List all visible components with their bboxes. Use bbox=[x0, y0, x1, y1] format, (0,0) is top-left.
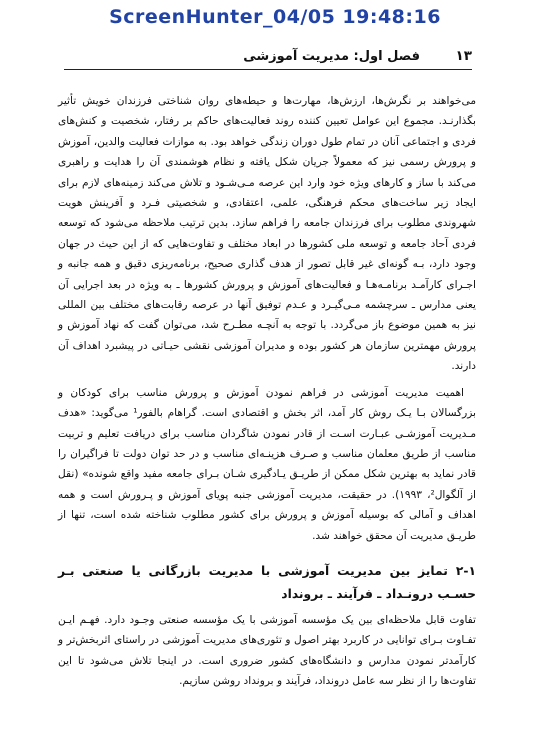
page-body bbox=[58, 91, 476, 692]
screenshot-watermark: ScreenHunter_04/05 19:48:16 bbox=[109, 6, 441, 28]
page-header bbox=[64, 47, 472, 70]
section-title: تمایز بین مدیریت آموزشی با مدیریت بازرگانی یا صنعتی بـر حسـب درونـداد ـ فرآیند ـ برونداد bbox=[58, 563, 476, 601]
section-paragraph: تفاوت قابل ملاحظه‌ای بین یک مؤسسه آموزشی با یک مؤسسه صنعتی وجـود دارد. فهـم ایـن تفـاوت بـرای توانایی در کاربرد بهتر اصول و تئوری‌های مدیریت آموزشی در راستای اثربخش‌تر و کارآمدتر نمودن مدارس و دانشگاه‌های کشور ضروری است. در اینجا تلاش می‌شود تا این تفاوت‌ها را از نظر سه عامل درونداد، فرآیند و برونداد روشن سازیم. bbox=[58, 613, 476, 688]
section-heading bbox=[58, 560, 476, 606]
chapter-title: فصل اول: مدیریت آموزشی bbox=[243, 49, 420, 64]
section-number: ۲-۱ bbox=[455, 563, 476, 578]
body-paragraph: اهمیت مدیریت آموزشی در فراهم نمودن آموزش و پرورش مناسب برای کودکان و بزرگسالان بـا یـک روش کار آمد، اثر بخش و اقتصادی است. گراهام بالفور¹ می‌گوید: «هدف مـدیریت آموزشـی عبـارت اسـت از قادر نمودن شاگردان مناسب برای دریافت تعلیم و تربیت مناسب از طریق معلمان مناسب و صـرف هزینـه‌ای مناسب و در حد توان دولت تا فراگیران را قادر نماید به بهترین شکل ممکن از طریـق یـادگیری شـان بـرای جامعه مفید واقع شونده» (نقل از آلگوال²، ۱۹۹۳). در حقیقت، مدیریت آموزشی جنبه پویای آموزش و پـرورش است و همه اهداف و آمالی که بوسیله آموزش و پرورش برای کشور مطلوب شناخته شده است، تنها از طریـق مدیریت آن محقق خواهند شد. bbox=[58, 386, 476, 542]
body-paragraph: می‌خواهند بر نگرش‌ها، ارزش‌ها، مهارت‌ها و حیطه‌های روان شناختی فرزندان خویش تأثیر بگذارنـد. مجموع این عوامل تعیین کننده روند فعالیت‌های حاکم بر رفتار، شخصیت و کنش‌های فردی و اجتماعی آنان در تمام طول دوران زندگی خواهد بود. به موازات فعالیت والدین، آموزش و پرورش رسمی نیز که معمولاً جریان شکل یافته و نظام هوشمندی آن را هدایت و راهبری می‌کند با ساز و کارهای ویژه خود وارد این عرصه مـی‌شـود و تلاش می‌کند زمینه‌های لازم برای ایجاد زیر ساخت‌های محکم فرهنگی، علمی، اعتقادی، و شخصیتی فـرد و آفرینش هویت شهروندی مطلوب برای فرزندان جامعه را فراهم سازد. بدین ترتیب ملاحظه می‌شود که توسعه فردی آحاد جامعه و توسعه ملی کشورها در ابعاد مختلف و تفاوت‌هایی که از این حیث در جهان وجود دارد، بـه گونه‌ای غیر قابل تصور از هدف گذاری صحیح، برنامه‌ریزی دقیق و همه جانبه و اجـرای کارآمـد برنامـه‌هـا و فعالیت‌های آموزش و پرورش کشورها ـ به ویژه در بعد اجرایی آن یعنی مدارس ـ سرچشمه مـی‌گیـرد و عـدم توفیق آنها در عرصه رقابت‌های مختلف بین المللی نیز به همین موضوع باز می‌گردد. با توجه به آنچـه مطـرح شد، می‌توان گفت که نهاد آموزش و پرورش مهمترین سازمان هر کشور بوده و مدیران آموزشی نقشی حیـاتی در پیشبرد اهداف آن دارند. bbox=[58, 95, 476, 373]
page-number: ۱۳ bbox=[455, 48, 472, 64]
